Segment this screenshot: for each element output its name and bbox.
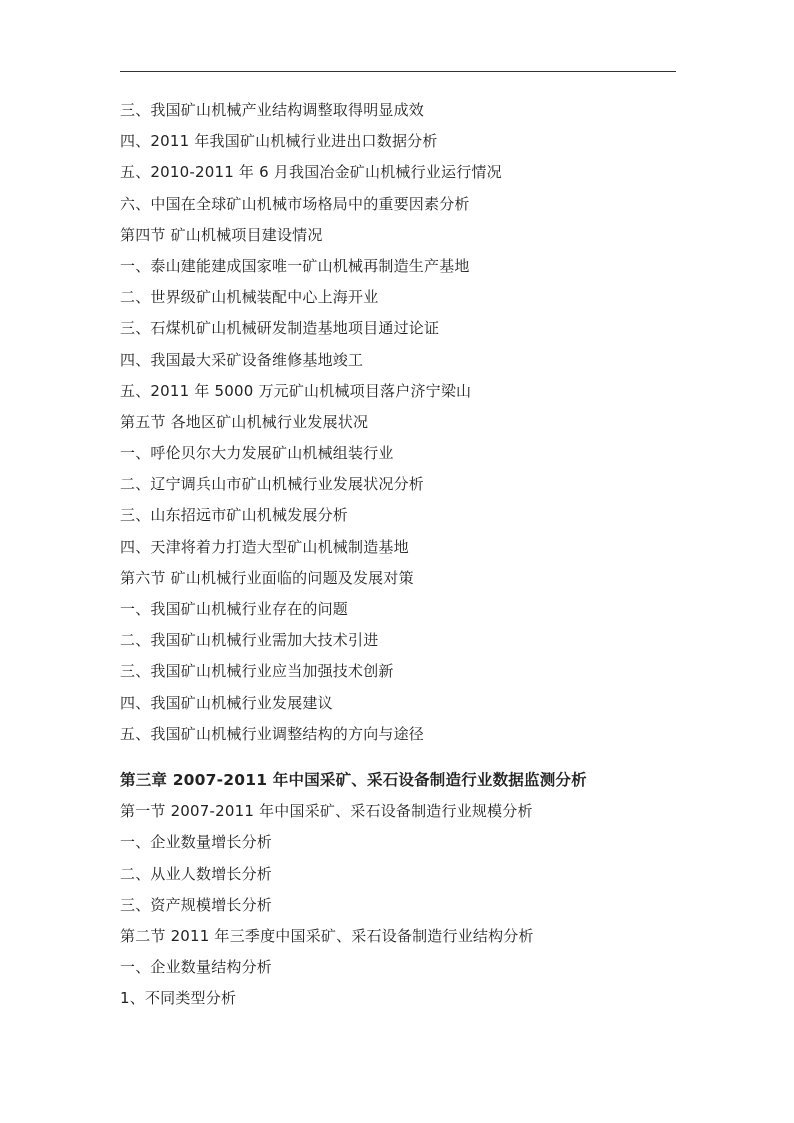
toc-item: 三、资产规模增长分析 bbox=[120, 895, 273, 914]
toc-item: 三、山东招远市矿山机械发展分析 bbox=[120, 506, 349, 525]
toc-item: 二、辽宁调兵山市矿山机械行业发展状况分析 bbox=[120, 475, 425, 494]
toc-item: 三、我国矿山机械行业应当加强技术创新 bbox=[120, 662, 394, 681]
toc-item: 三、我国矿山机械产业结构调整取得明显成效 bbox=[120, 101, 425, 119]
toc-item: 二、从业人数增长分析 bbox=[120, 864, 273, 883]
toc-item: 一、企业数量增长分析 bbox=[120, 833, 273, 852]
toc-item: 四、我国矿山机械行业发展建议 bbox=[120, 693, 333, 712]
toc-item: 1、不同类型分析 bbox=[120, 989, 237, 1008]
header-rule bbox=[120, 71, 676, 72]
toc-item: 二、我国矿山机械行业需加大技术引进 bbox=[120, 631, 379, 650]
toc-item: 六、中国在全球矿山机械市场格局中的重要因素分析 bbox=[120, 194, 470, 213]
toc-section-heading: 第五节 各地区矿山机械行业发展状况 bbox=[120, 412, 369, 431]
toc-chapter-heading: 第三章 2007-2011 年中国采矿、采石设备制造行业数据监测分析 bbox=[120, 770, 587, 789]
toc-section-heading: 第四节 矿山机械项目建设情况 bbox=[120, 225, 323, 244]
toc-item: 二、世界级矿山机械装配中心上海开业 bbox=[120, 288, 379, 307]
toc-item: 一、泰山建能建成国家唯一矿山机械再制造生产基地 bbox=[120, 256, 470, 275]
toc-item: 一、我国矿山机械行业存在的问题 bbox=[120, 600, 349, 618]
toc-item: 四、天津将着力打造大型矿山机械制造基地 bbox=[120, 537, 409, 556]
toc-item: 五、2010-2011 年 6 月我国冶金矿山机械行业运行情况 bbox=[120, 163, 502, 182]
toc-section-heading: 第一节 2007-2011 年中国采矿、采石设备制造行业规模分析 bbox=[120, 802, 533, 821]
toc-item: 五、我国矿山机械行业调整结构的方向与途径 bbox=[120, 724, 425, 743]
toc-item: 四、2011 年我国矿山机械行业进出口数据分析 bbox=[120, 132, 438, 151]
toc-section-heading: 第六节 矿山机械行业面临的问题及发展对策 bbox=[120, 568, 414, 587]
table-of-contents bbox=[120, 95, 680, 1014]
toc-item: 三、石煤机矿山机械研发制造基地项目通过论证 bbox=[120, 319, 440, 338]
toc-item: 五、2011 年 5000 万元矿山机械项目落户济宁梁山 bbox=[120, 381, 472, 400]
toc-item: 四、我国最大采矿设备维修基地竣工 bbox=[120, 350, 364, 369]
toc-section-heading: 第二节 2011 年三季度中国采矿、采石设备制造行业结构分析 bbox=[120, 926, 534, 945]
toc-item: 一、企业数量结构分析 bbox=[120, 958, 273, 977]
toc-item: 一、呼伦贝尔大力发展矿山机械组装行业 bbox=[120, 444, 394, 463]
